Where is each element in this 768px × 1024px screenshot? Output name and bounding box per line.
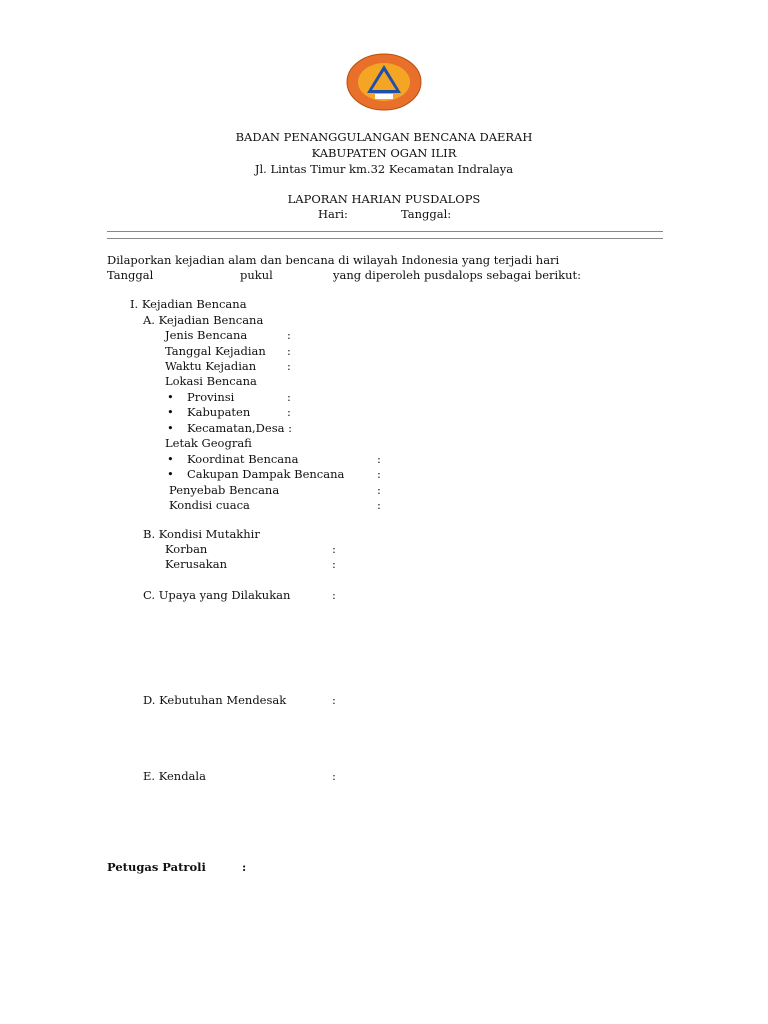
kondisi-cuaca-label: Kondisi cuaca — [169, 498, 250, 512]
colon: : — [377, 498, 381, 512]
report-title: LAPORAN HARIAN PUSDALOPS — [287, 192, 481, 206]
regency-name: KABUPATEN OGAN ILIR — [311, 146, 457, 160]
colon: : — [332, 769, 336, 783]
colon: : — [377, 483, 381, 497]
bpbd-logo — [345, 52, 423, 112]
colon: : — [377, 452, 381, 466]
jenis-bencana-label: Jenis Bencana — [165, 328, 248, 342]
tanggal-kejadian-label: Tanggal Kejadian — [165, 344, 266, 358]
intro-line-2: yang diperoleh pusdalops sebagai berikut: — [333, 268, 582, 282]
cakupan-dampak-label: • Cakupan Dampak Bencana — [187, 467, 344, 481]
subsection-a-heading: A. Kejadian Bencana — [143, 313, 264, 327]
day-label: Hari: — [318, 207, 348, 221]
intro-pukul: pukul — [240, 268, 273, 282]
kerusakan-label: Kerusakan — [165, 557, 227, 571]
colon: : — [287, 405, 291, 419]
address: Jl. Lintas Timur km.32 Kecamatan Indralaya — [254, 162, 514, 176]
koordinat-label: • Koordinat Bencana — [187, 452, 298, 466]
colon: : — [332, 542, 336, 556]
subsection-d-label: D. Kebutuhan Mendesak — [143, 693, 287, 707]
provinsi-label: • Provinsi — [187, 390, 234, 404]
colon: : — [287, 328, 291, 342]
date-label: Tanggal: — [401, 207, 452, 221]
subsection-b-heading: B. Kondisi Mutakhir — [143, 527, 260, 541]
colon: : — [332, 588, 336, 602]
petugas-patroli-label: Petugas Patroli — [107, 860, 206, 874]
colon: : — [332, 557, 336, 571]
colon: : — [377, 467, 381, 481]
kecamatan-desa-label: • Kecamatan,Desa : — [187, 421, 292, 435]
kabupaten-label: • Kabupaten — [187, 405, 250, 419]
subsection-c-label: C. Upaya yang Dilakukan — [143, 588, 291, 602]
colon: : — [287, 344, 291, 358]
colon: : — [242, 860, 247, 874]
colon: : — [332, 693, 336, 707]
intro-line-1: Dilaporkan kejadian alam dan bencana di wilayah Indonesia yang terjadi hari — [107, 253, 560, 267]
section-heading: I. Kejadian Bencana — [130, 297, 247, 311]
divider-top — [107, 231, 663, 232]
org-name: BADAN PENANGGULANGAN BENCANA DAERAH — [235, 130, 533, 144]
penyebab-bencana-label: Penyebab Bencana — [169, 483, 280, 497]
waktu-kejadian-label: Waktu Kejadian — [165, 359, 257, 373]
divider-bottom — [107, 238, 663, 239]
lokasi-bencana-label: Lokasi Bencana — [165, 374, 257, 388]
korban-label: Korban — [165, 542, 208, 556]
subsection-e-label: E. Kendala — [143, 769, 206, 783]
letak-geografi-label: Letak Geografi — [165, 436, 252, 450]
colon: : — [287, 390, 291, 404]
intro-tanggal: Tanggal — [107, 268, 154, 282]
colon: : — [287, 359, 291, 373]
